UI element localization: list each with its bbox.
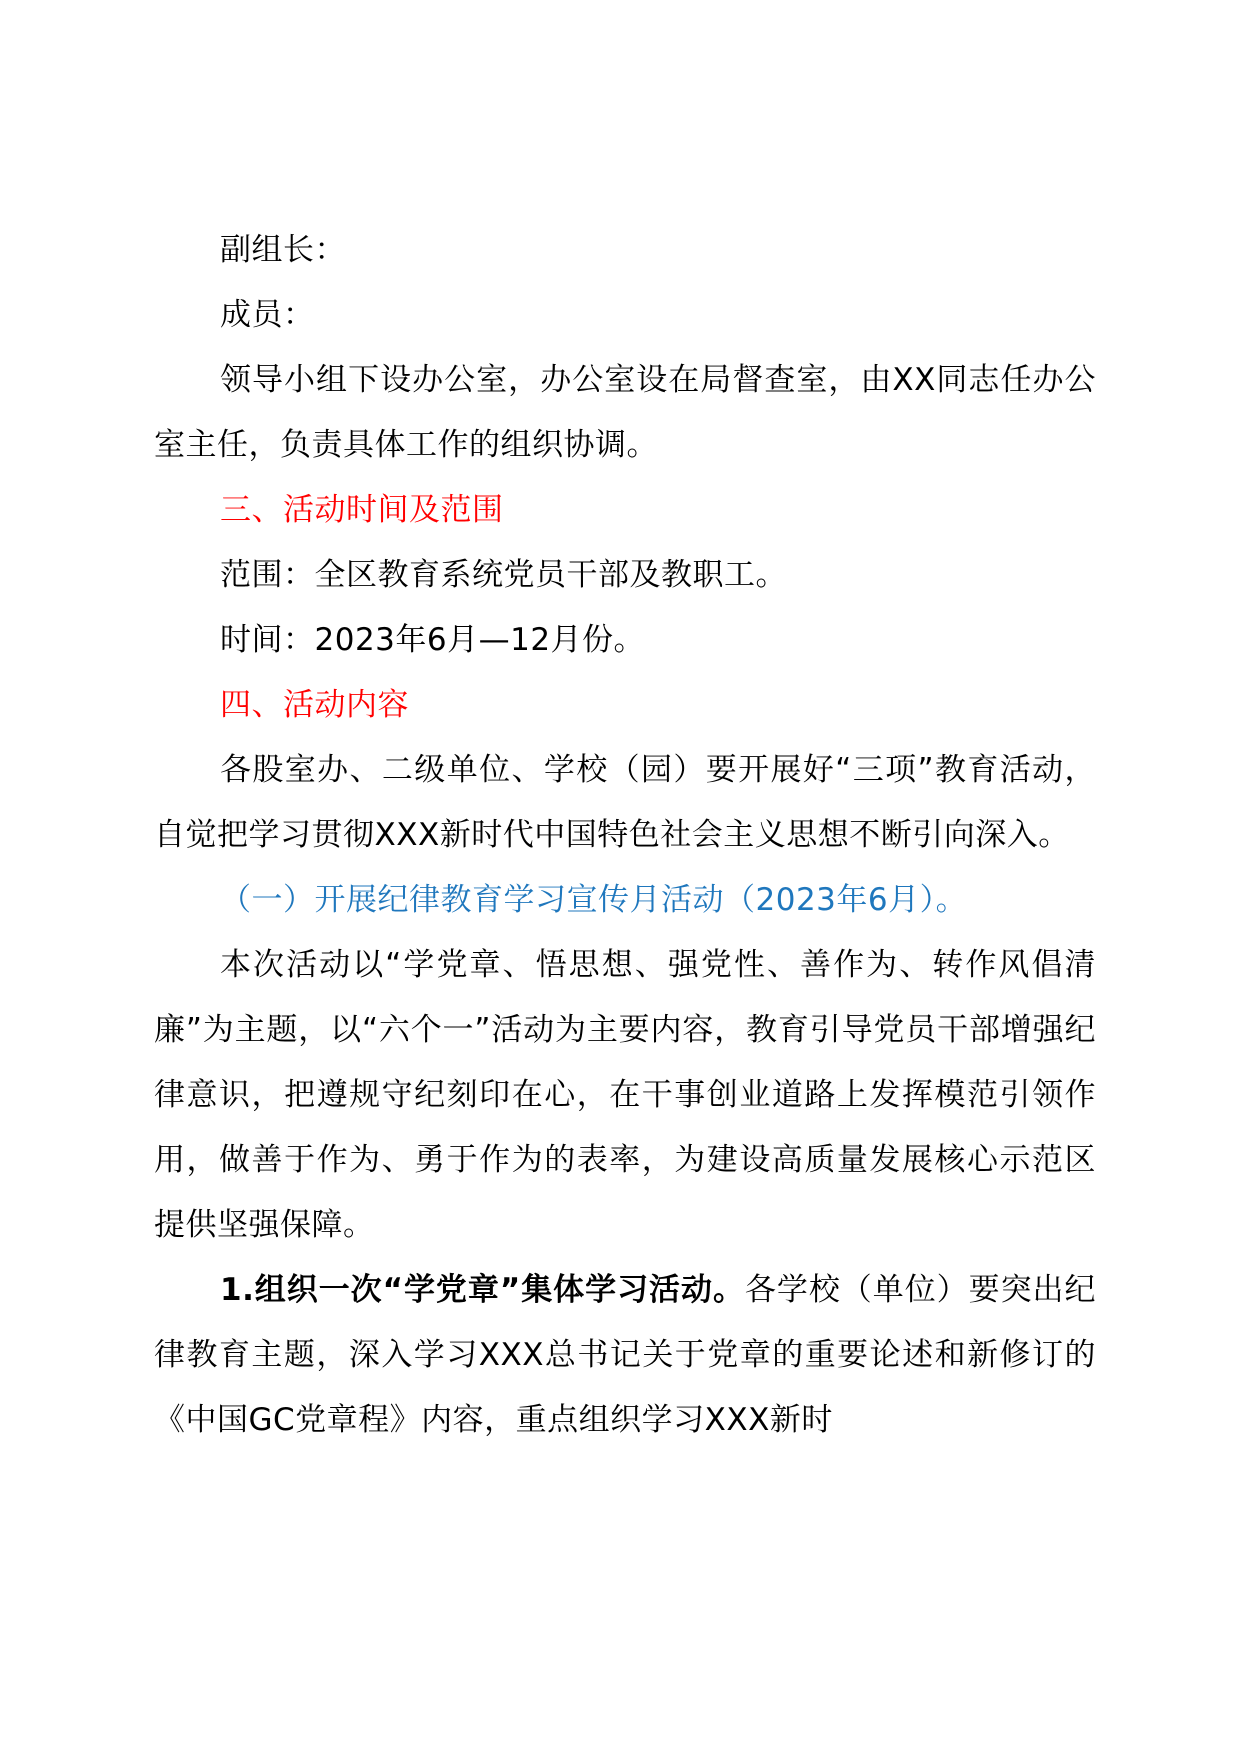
- subsection-1-body: 本次活动以“学党章、悟思想、强党性、善作为、转作风倡清廉”为主题，以“六个一”活动为主要内容，教育引导党员干部增强纪律意识，把遵规守纪刻印在心，在干事创业道路上发挥模范引领作用，做善于作为、勇于作为的表率，为建设高质量发展核心示范区提供坚强保障。: [154, 947, 1096, 1243]
- section-3-heading: 三、活动时间及范围: [220, 492, 504, 528]
- section-4-heading: 四、活动内容: [220, 687, 409, 723]
- office-paragraph: 领导小组下设办公室，办公室设在局督查室，由XX同志任办公室主任，负责具体工作的组织协调。: [154, 362, 1096, 463]
- deputy-leader-line: 副组长：: [220, 232, 346, 268]
- time-line: 时间：2023年6月—12月份。: [220, 622, 646, 658]
- subsection-1-heading: （一）开展纪律教育学习宣传月活动（2023年6月）。: [220, 882, 968, 918]
- members-line: 成员：: [220, 297, 315, 333]
- item-1-title: 1.组织一次“学党章”集体学习活动。: [220, 1272, 745, 1308]
- document-body: [154, 218, 1096, 1453]
- item-1-body: 各学校（单位）要突出纪律教育主题，深入学习XXX总书记关于党章的重要论述和新修订的《中国GC党章程》内容，重点组织学习XXX新时: [154, 1272, 1097, 1438]
- item-1-paragraph: [154, 1258, 1096, 1453]
- intro-paragraph: 各股室办、二级单位、学校（园）要开展好“三项”教育活动，自觉把学习贯彻XXX新时代中国特色社会主义思想不断引向深入。: [154, 752, 1096, 853]
- scope-line: 范围：全区教育系统党员干部及教职工。: [220, 557, 787, 593]
